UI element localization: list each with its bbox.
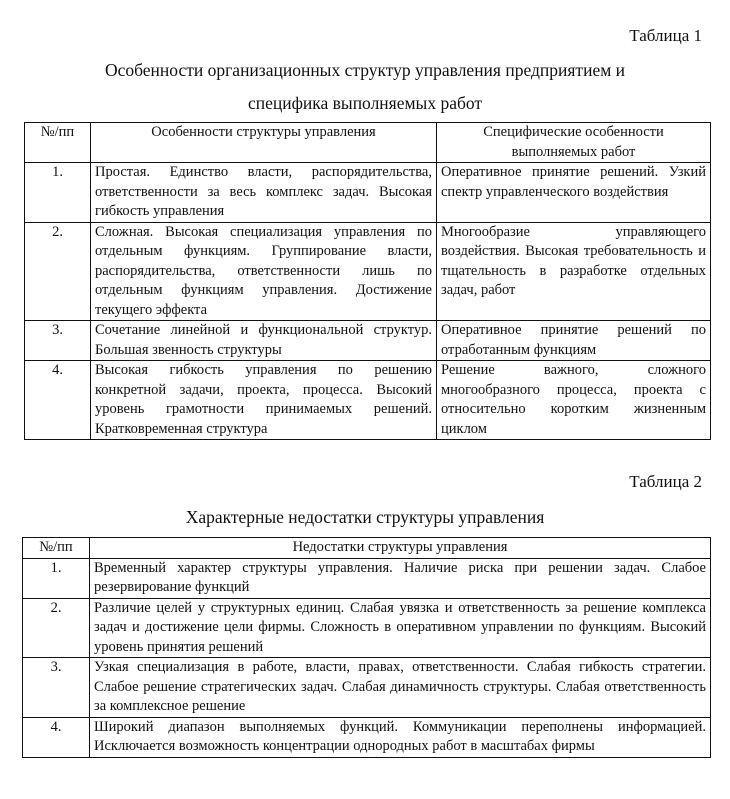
structure-features-cell: Сочетание линейной и функциональной структур. Большая звенность структуры [91, 321, 437, 361]
row-number: 2. [25, 222, 91, 321]
row-number: 4. [23, 717, 90, 757]
row-number: 1. [25, 163, 91, 223]
shortcoming-cell: Широкий диапазон выполняемых функций. Коммуникации переполнены информацией. Исключается возможность концентрации однородных работ в масштабах фирмы [90, 717, 711, 757]
table-row [23, 598, 711, 658]
row-number: 3. [23, 658, 90, 718]
row-number: 4. [25, 361, 91, 440]
work-specifics-cell: Оперативное принятие решений. Узкий спектр управленческого воздействия [437, 163, 711, 223]
shortcoming-cell: Различие целей у структурных единиц. Слабая увязка и ответственность за решение комплекса задач и достижение цели фирмы. Сложность в оперативном управлении по функциям. Высокий уровень принятия решений [90, 598, 711, 658]
table2-header-shortcomings: Недостатки структуры управления [90, 538, 711, 559]
table1 [24, 122, 711, 440]
structure-features-cell: Высокая гибкость управления по решению конкретной задачи, проекта, процесса. Высокий уровень грамотности принимаемых решений. Кратковременная структура [91, 361, 437, 440]
work-specifics-cell: Многообразие управляющего воздействия. Высокая требовательность и тщательность в разработке отдельных задач, работ [437, 222, 711, 321]
table-row [23, 658, 711, 718]
table1-label: Таблица 1 [629, 26, 702, 45]
table2-header-row [23, 538, 711, 559]
row-number: 1. [23, 558, 90, 598]
shortcoming-cell: Временный характер структуры управления. Наличие риска при решении задач. Слабое резервирование функций [90, 558, 711, 598]
table-row [23, 717, 711, 757]
table1-header-features: Особенности структуры управления [91, 123, 437, 163]
table2-label: Таблица 2 [629, 472, 702, 491]
row-number: 3. [25, 321, 91, 361]
work-specifics-cell: Решение важного, сложного многообразного процесса, проекта с относительно коротким жизненным циклом [437, 361, 711, 440]
structure-features-cell: Простая. Единство власти, распорядительства, ответственности за весь комплекс задач. Высокая гибкость управления [91, 163, 437, 223]
table-row [25, 222, 711, 321]
table2-title: Характерные недостатки структуры управления [185, 507, 545, 527]
table1-header-specifics: Специфические особенности выполняемых работ [437, 123, 711, 163]
work-specifics-cell: Оперативное принятие решений по отработанным функциям [437, 321, 711, 361]
table-row [25, 163, 711, 223]
table-row [25, 361, 711, 440]
table1-header-num: №/пп [25, 123, 91, 163]
shortcoming-cell: Узкая специализация в работе, власти, правах, ответственности. Слабая гибкость стратегии. Слабое решение стратегических задач. Слабая динамичность структуры. Слабая ответственность за комплексное решение [90, 658, 711, 718]
table1-title-line2: специфика выполняемых работ [247, 93, 483, 113]
row-number: 2. [23, 598, 90, 658]
table1-header-row [25, 123, 711, 163]
table2 [22, 537, 711, 758]
structure-features-cell: Сложная. Высокая специализация управления по отдельным функциям. Группирование власти, распорядительства, ответственности лишь по отдельным функциям управления. Достижение текущего эффекта [91, 222, 437, 321]
table2-header-num: №/пп [23, 538, 90, 559]
table-row [23, 558, 711, 598]
table-row [25, 321, 711, 361]
table1-title-line1: Особенности организационных структур управления предприятием и [104, 60, 626, 80]
